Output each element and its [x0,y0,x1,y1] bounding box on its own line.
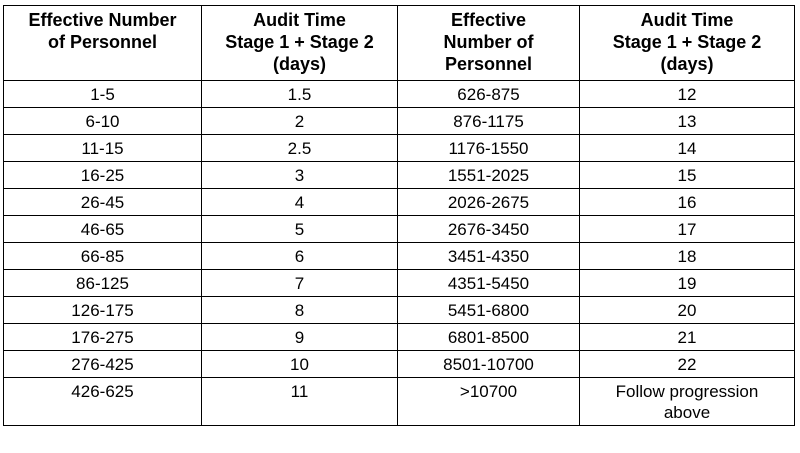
table-cell: 16 [580,189,795,216]
table-cell: 6 [202,243,398,270]
table-cell: 18 [580,243,795,270]
table-cell: 8 [202,297,398,324]
table-cell: 4 [202,189,398,216]
table-cell: 6801-8500 [398,324,580,351]
table-cell: 5451-6800 [398,297,580,324]
table-cell: 1-5 [4,81,202,108]
table-cell: 876-1175 [398,108,580,135]
table-cell: 276-425 [4,351,202,378]
table-cell: 626-875 [398,81,580,108]
header-label: Audit Time Stage 1 + Stage 2 (days) [612,10,762,74]
table-row [4,81,795,108]
table-cell: 22 [580,351,795,378]
table-row [4,378,795,426]
table-cell: 426-625 [4,378,202,426]
table-cell: 1.5 [202,81,398,108]
header-audit-time-1 [202,6,398,81]
header-audit-time-2 [580,6,795,81]
table-cell: 16-25 [4,162,202,189]
table-cell: 4351-5450 [398,270,580,297]
table-row [4,216,795,243]
table-cell: 17 [580,216,795,243]
table-cell: 126-175 [4,297,202,324]
table-cell: >10700 [398,378,580,426]
audit-time-table [3,5,795,426]
table-cell: 10 [202,351,398,378]
table-cell: 12 [580,81,795,108]
table-cell: 46-65 [4,216,202,243]
table-cell: 5 [202,216,398,243]
table-cell: 86-125 [4,270,202,297]
table-cell: 2.5 [202,135,398,162]
table-row [4,243,795,270]
table-cell: 6-10 [4,108,202,135]
table-row [4,351,795,378]
table-cell: 3451-4350 [398,243,580,270]
table-cell: 13 [580,108,795,135]
table-row [4,108,795,135]
table-cell: 2676-3450 [398,216,580,243]
table-cell: 20 [580,297,795,324]
table-cell: 11-15 [4,135,202,162]
table-cell: 15 [580,162,795,189]
header-personnel-1 [4,6,202,81]
table-cell: 14 [580,135,795,162]
table-cell: 26-45 [4,189,202,216]
table-cell: 11 [202,378,398,426]
header-label: Audit Time Stage 1 + Stage 2 (days) [225,10,374,74]
table-cell: 66-85 [4,243,202,270]
cell-text: Follow progression above [615,382,759,422]
table-row [4,162,795,189]
table-cell [580,378,795,426]
table-header-row [4,6,795,81]
table-row [4,324,795,351]
header-label: Effective Number of Personnel [443,10,534,74]
header-label: Effective Number of Personnel [28,10,177,52]
table-row [4,270,795,297]
table-cell: 19 [580,270,795,297]
table-cell: 8501-10700 [398,351,580,378]
header-personnel-2 [398,6,580,81]
table-row [4,189,795,216]
audit-time-table-container [3,5,794,426]
table-cell: 2026-2675 [398,189,580,216]
table-row [4,297,795,324]
table-cell: 2 [202,108,398,135]
table-cell: 176-275 [4,324,202,351]
table-cell: 1551-2025 [398,162,580,189]
table-cell: 9 [202,324,398,351]
table-cell: 7 [202,270,398,297]
table-cell: 1176-1550 [398,135,580,162]
table-cell: 3 [202,162,398,189]
table-cell: 21 [580,324,795,351]
table-row [4,135,795,162]
